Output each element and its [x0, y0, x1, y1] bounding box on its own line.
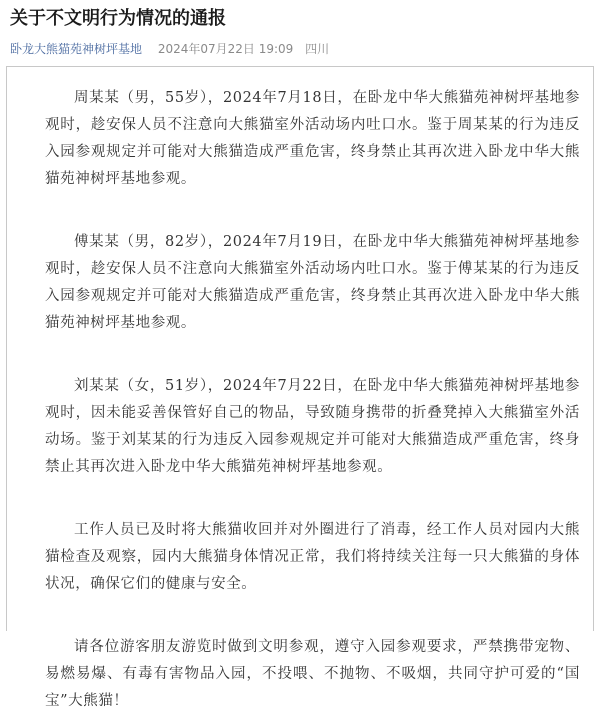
source-account-link[interactable]: 卧龙大熊猫苑神树坪基地 [10, 42, 143, 56]
notice-paragraph: 傅某某（男，82岁），2024年7月19日，在卧龙中华大熊猫苑神树坪基地参观时，趁安保人员不注意向大熊猫室外活动场内吐口水。鉴于傅某某的行为违反入园参观规定并可能对大熊猫造成严重危害，终身禁止其再次进入卧龙中华大熊猫苑神树坪基地参观。 [45, 234, 580, 331]
notice-paragraph: 工作人员已及时将大熊猫收回并对外圈进行了消毒，经工作人员对园内大熊猫检查及观察，园内大熊猫身体情况正常，我们将持续关注每一只大熊猫的身体状况，确保它们的健康与安全。 [45, 522, 580, 592]
article-meta [10, 41, 590, 57]
article-header [0, 0, 600, 57]
notice-image [6, 66, 594, 709]
publish-location: 四川 [305, 42, 330, 56]
notice-paragraph: 刘某某（女，51岁），2024年7月22日，在卧龙中华大熊猫苑神树坪基地参观时，因未能妥善保管好自己的物品，导致随身携带的折叠凳掉入大熊猫室外活动场。鉴于刘某某的行为违反入园参观规定并可能对大熊猫造成严重危害，终身禁止其再次进入卧龙中华大熊猫苑神树坪基地参观。 [45, 378, 580, 475]
publish-time: 2024年07月22日 19:09 [157, 42, 294, 56]
notice-body [45, 85, 580, 715]
article-title: 关于不文明行为情况的通报 [10, 8, 226, 29]
notice-paragraph: 周某某（男，55岁），2024年7月18日，在卧龙中华大熊猫苑神树坪基地参观时，趁安保人员不注意向大熊猫室外活动场内吐口水。鉴于周某某的行为违反入园参观规定并可能对大熊猫造成严重危害，终身禁止其再次进入卧龙中华大熊猫苑神树坪基地参观。 [45, 90, 580, 187]
notice-paragraph: 请各位游客朋友游览时做到文明参观，遵守入园参观要求，严禁携带宠物、易燃易爆、有毒有害物品入园，不投喂、不抛物、不吸烟，共同守护可爱的“国宝”大熊猫！ [45, 639, 580, 709]
